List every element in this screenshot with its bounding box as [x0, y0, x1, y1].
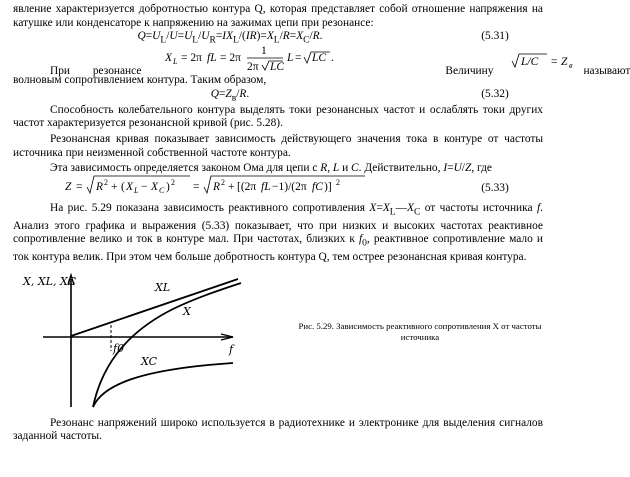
svg-text:1: 1 — [261, 45, 268, 58]
text-para1: явление характеризуется добротностью контура Q, которая представляет собой отношение напряжения на катушке или конденсаторе к напряжению на зажимах цепи при резонансе: — [13, 3, 543, 29]
paragraph-quality-factor — [13, 3, 543, 30]
resonance-formula-xl — [165, 44, 427, 74]
formula-5-31-row — [13, 30, 543, 44]
label-xc: XC — [141, 354, 158, 368]
text-para3: Резонансная кривая показывает зависимость действующего значения тока в контуре от частоты источника при неизменной собственной частоте контура. — [13, 132, 543, 159]
svg-text:fC: fC — [312, 181, 323, 194]
svg-text:C: C — [159, 186, 165, 196]
svg-text:LC: LC — [270, 61, 285, 74]
label-x: X — [183, 304, 191, 318]
svg-text:.: . — [331, 52, 335, 65]
svg-text:=: = — [551, 56, 558, 69]
svg-text:=: = — [295, 52, 302, 65]
svg-text:+: + — [228, 181, 235, 194]
wave-impedance-formula — [511, 50, 583, 74]
svg-text:X: X — [126, 181, 134, 194]
formula-5-32: $Q=Z_в/R$. — [210, 87, 250, 104]
svg-text:+: + — [111, 181, 118, 194]
svg-text:2: 2 — [221, 178, 225, 188]
figure-caption: Рис. 5.29. Зависимость реактивного сопротивления X от частоты источника — [298, 320, 542, 342]
svg-text:= 2π: = 2π — [220, 52, 242, 65]
svg-text:): ) — [166, 181, 170, 194]
svg-text:2π: 2π — [247, 61, 259, 74]
text-para6: Резонанс напряжений широко используется в радиотехнике и электронике для выделения сигналов заданной частоты. — [13, 416, 543, 443]
formula-5-31: $Q=U_L/U=U_L/U_R=IX_L/(IR)=X_L/R=X_C/R$. — [137, 30, 323, 46]
curve-xc — [93, 363, 233, 407]
resonance-tail: называют — [583, 65, 630, 78]
svg-text:L: L — [134, 186, 139, 196]
figure-5-29 — [13, 269, 543, 411]
svg-text:)]: )] — [324, 181, 332, 194]
svg-text:Z: Z — [561, 56, 568, 69]
paragraph-reactance-analysis: На рис. 5.29 показана зависимость реактивного сопротивления $X=X_L—X_C$ от частоты источника f. Анализ этого графика и выражения (5.33) показывает, что при низких и высоких частотах реактивное сопротивление велико и ток в контуре мал. При частотах, близких к $f_0$, реактивное сопротивление мало и ток контура велик. При этом чем больше добротность контура Q, тем острее резонансная кривая контура. — [13, 201, 543, 264]
svg-text:в: в — [569, 61, 573, 71]
paragraph-conclusion — [13, 417, 543, 444]
svg-text:L: L — [287, 52, 294, 65]
paragraph-resonance-curve — [13, 104, 543, 131]
svg-text:fL: fL — [261, 181, 271, 194]
svg-text:L/C: L/C — [521, 56, 539, 69]
label-f0: f0 — [113, 341, 125, 355]
formula-5-33 — [13, 173, 447, 204]
axis-y-label: X, XL, XC — [23, 274, 77, 288]
svg-text:2: 2 — [171, 178, 175, 188]
formula-5-32-number: (5.32) — [481, 87, 509, 100]
svg-text:R: R — [96, 181, 104, 194]
svg-text:[(2π: [(2π — [237, 181, 257, 194]
resonance-formula-row — [13, 44, 630, 78]
svg-text:=: = — [76, 181, 83, 194]
resonance-mid: Величину — [445, 65, 494, 78]
svg-text:−: − — [141, 181, 148, 194]
resonance-lead: При резонансе — [50, 65, 142, 78]
svg-text:Z: Z — [65, 181, 72, 194]
svg-text:= 2π: = 2π — [181, 52, 203, 65]
svg-text:=: = — [193, 181, 200, 194]
svg-text:−1)/(2π: −1)/(2π — [272, 181, 307, 194]
svg-text:X: X — [165, 52, 173, 65]
svg-text:(: ( — [121, 181, 125, 194]
formula-5-33-row — [13, 176, 543, 202]
paragraph-curve-meaning — [13, 133, 543, 160]
label-xl: XL — [155, 280, 171, 294]
paragraph-ohm-law: Эта зависимость определяется законом Ома для цепи с R, L и C. Действительно, I=U/Z, где — [50, 162, 492, 175]
svg-text:2: 2 — [336, 178, 340, 188]
formula-5-32-row — [13, 88, 543, 102]
svg-text:LC: LC — [312, 52, 327, 65]
svg-text:fL: fL — [207, 52, 217, 65]
formula-5-33-number: (5.33) — [481, 181, 509, 194]
svg-text:2: 2 — [104, 178, 108, 188]
svg-text:X: X — [151, 181, 159, 194]
svg-text:R: R — [213, 181, 221, 194]
reactance-plot — [23, 269, 263, 411]
svg-text:L: L — [173, 57, 178, 67]
text-para2: Способность колебательного контура выделять токи резонансных частот и ослаблять токи других частот характеризуется резонансной кривой (рис. 5.28). — [13, 103, 543, 130]
axis-x-label: f — [229, 342, 234, 356]
text-line-wave: волновым сопротивлением контура. Таким образом, — [13, 74, 267, 87]
formula-5-31-number: (5.31) — [481, 30, 509, 43]
impedance-formula — [65, 173, 395, 199]
